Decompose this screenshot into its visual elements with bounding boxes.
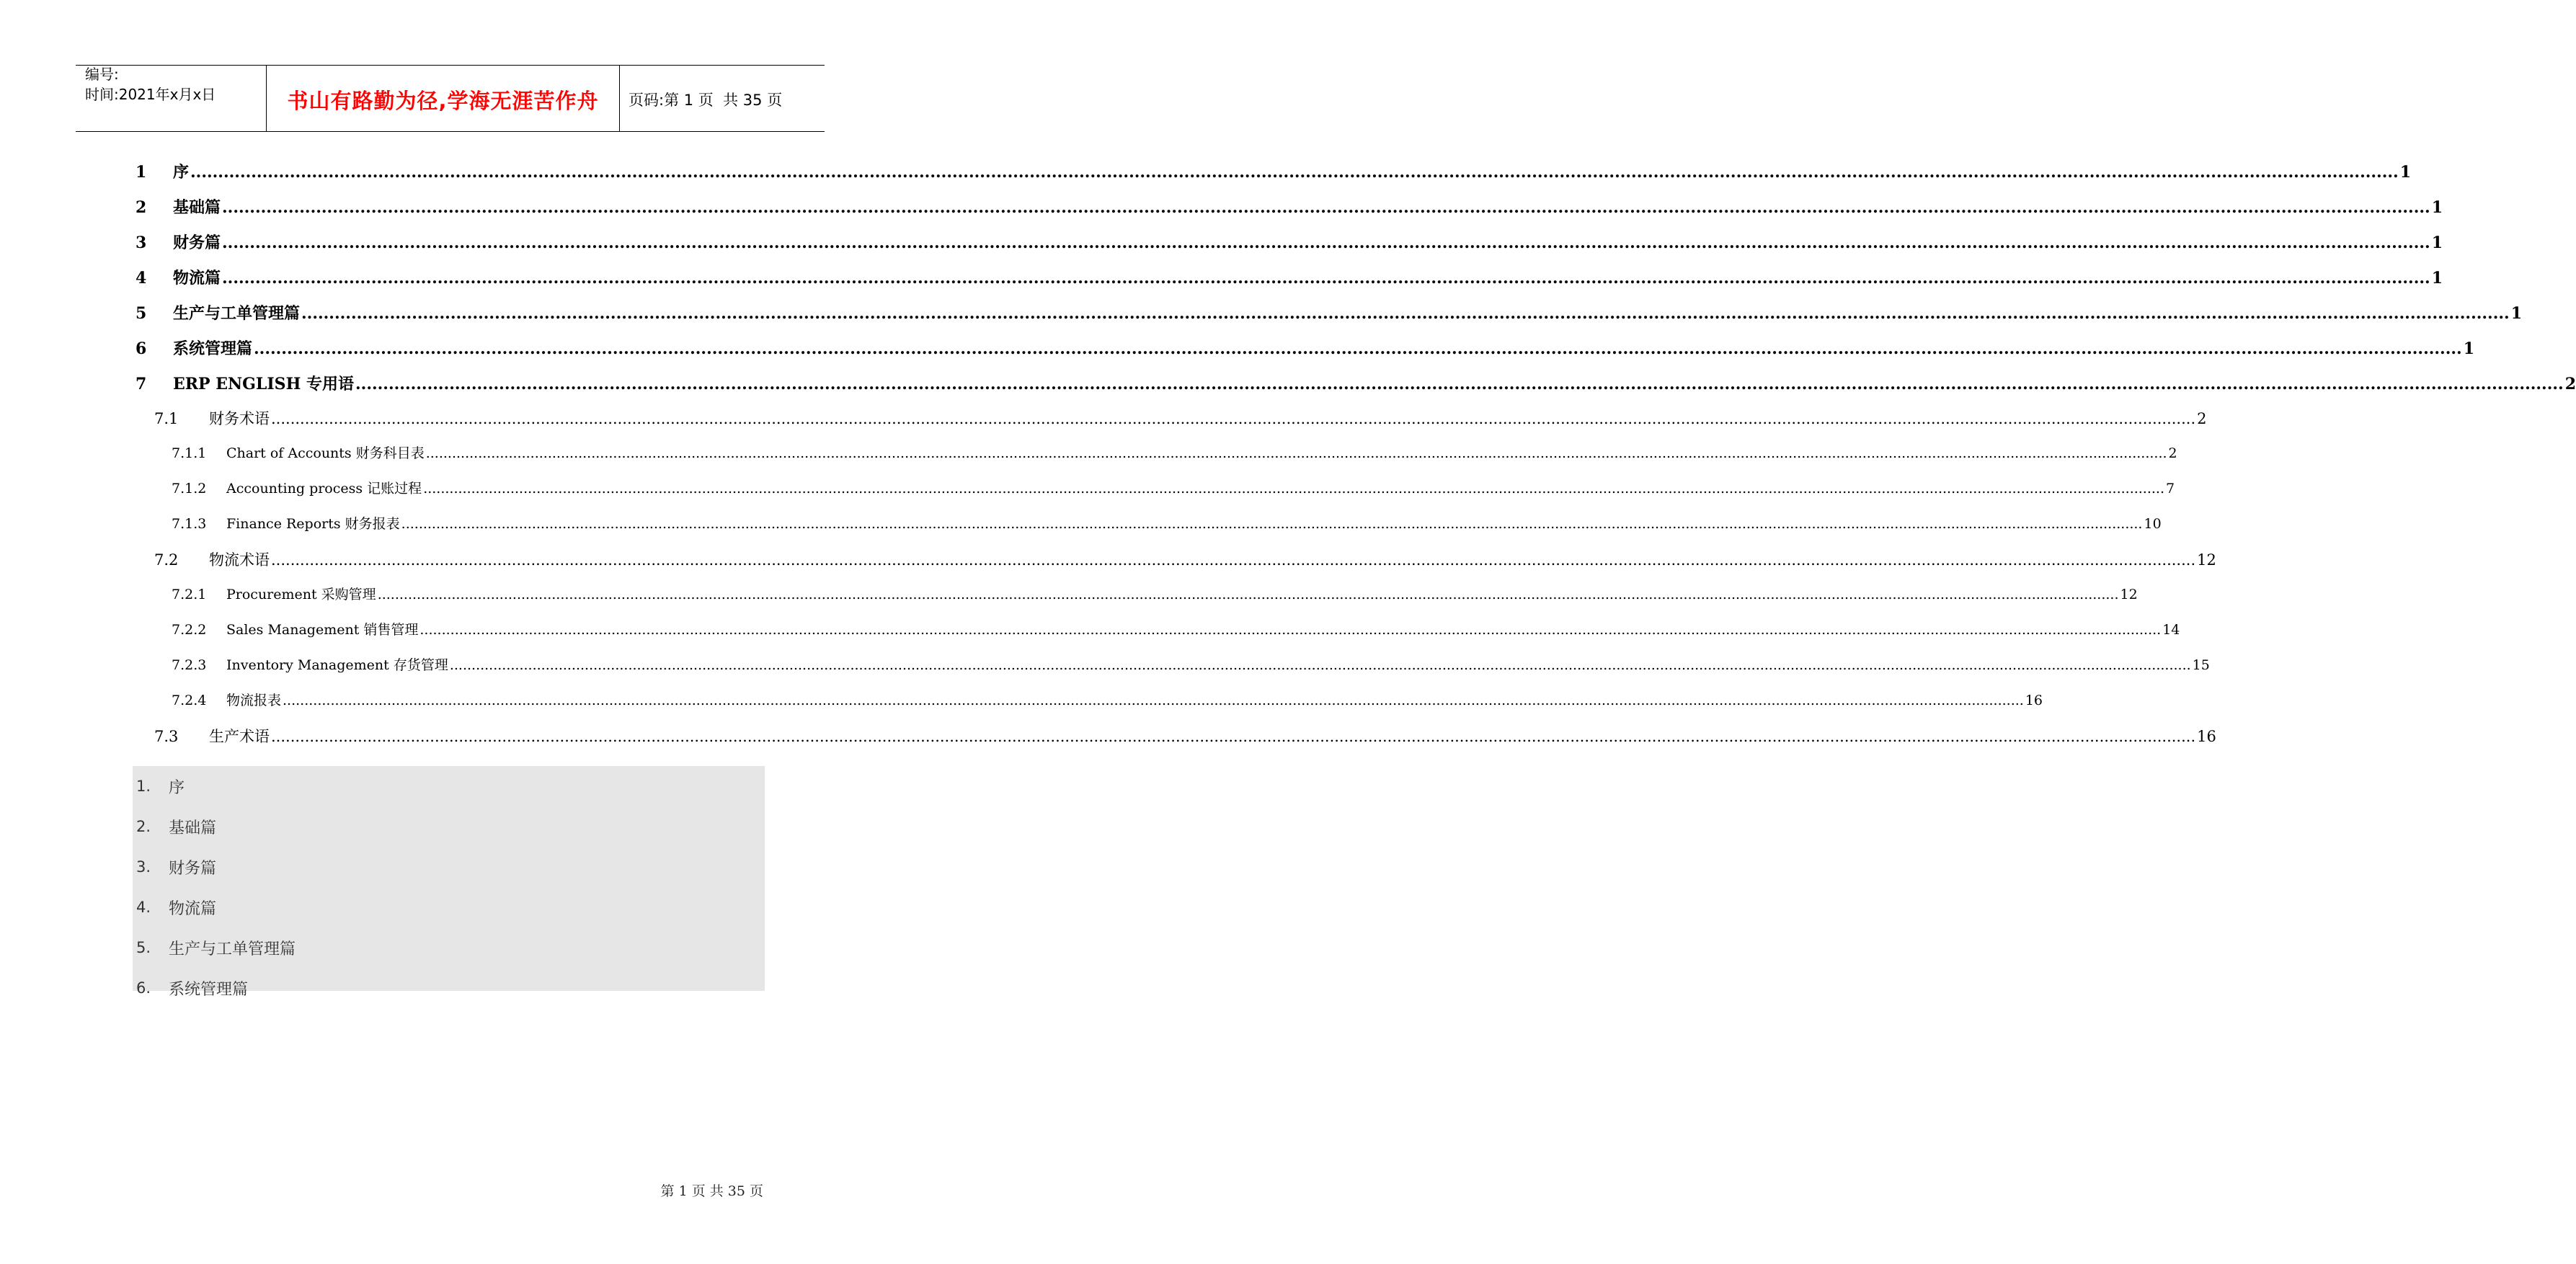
- toc-entry-title: Accounting process 记账过程: [226, 481, 422, 497]
- table-of-contents: [136, 160, 2576, 760]
- outline-item-number: 4.: [136, 899, 151, 916]
- toc-entry-title: 财务篇: [173, 233, 221, 252]
- toc-entry-number: 7.2.4: [172, 693, 207, 708]
- toc-entry-page: 16: [2025, 693, 2043, 708]
- outline-item-text: 财务篇: [169, 859, 217, 878]
- toc-entry[interactable]: [136, 160, 2411, 195]
- toc-entry-title: Finance Reports 财务报表: [226, 516, 400, 532]
- header-page-info: [620, 66, 825, 131]
- toc-entry-page: 12: [2197, 551, 2216, 569]
- toc-entry-page: 2: [2197, 410, 2207, 427]
- toc-entry-number: 7.2.1: [172, 587, 207, 602]
- toc-entry[interactable]: [136, 195, 2443, 231]
- toc-leader-dots: ................................................................................................................................................................................................................................................................................................................................................................................................................: [419, 622, 2162, 638]
- toc-entry-page: 1: [2510, 304, 2522, 323]
- toc-entry[interactable]: [136, 690, 2043, 725]
- outline-item-number: 2.: [136, 818, 151, 835]
- toc-entry-title: 生产与工单管理篇: [173, 304, 301, 323]
- toc-entry-page: 10: [2144, 516, 2162, 532]
- toc-entry-number: 7.2.2: [172, 622, 207, 638]
- toc-entry[interactable]: [136, 407, 2207, 442]
- page-info-text: 页码:第 1 页 共 35 页: [629, 91, 783, 109]
- toc-entry-number: 7: [136, 375, 147, 393]
- toc-entry-title: 财务术语: [209, 410, 270, 427]
- toc-entry-title: 物流术语: [209, 551, 270, 569]
- page-header: [76, 65, 825, 132]
- outline-item: [133, 766, 765, 806]
- outline-item-text: 基础篇: [169, 819, 217, 837]
- serial-label: 编号:: [85, 66, 119, 83]
- outline-item-text: 序: [169, 778, 185, 797]
- toc-entry-number: 7.2: [154, 551, 179, 569]
- toc-entry[interactable]: [136, 548, 2216, 584]
- toc-leader-dots: ................................................................................................................................................................................................................................................................................................................................................................................................................: [423, 481, 2165, 497]
- outline-item: [133, 887, 765, 927]
- toc-entry-title: Procurement 采购管理: [226, 587, 376, 602]
- outline-item-number: 5.: [136, 939, 151, 956]
- toc-entry-title: Chart of Accounts 财务科目表: [226, 445, 425, 461]
- toc-entry-page: 2: [2564, 375, 2576, 393]
- toc-entry-number: 3: [136, 233, 147, 252]
- toc-entry[interactable]: [136, 372, 2576, 407]
- toc-leader-dots: ................................................................................................................................................................................................................................................................................................................................................................................................................: [222, 269, 2430, 288]
- toc-entry-number: 7.1.1: [172, 445, 207, 461]
- toc-entry-title: 生产术语: [209, 728, 270, 745]
- outline-item-number: 1.: [136, 778, 151, 795]
- toc-leader-dots: ................................................................................................................................................................................................................................................................................................................................................................................................................: [283, 693, 2024, 708]
- toc-entry-page: 12: [2120, 587, 2138, 602]
- toc-leader-dots: ................................................................................................................................................................................................................................................................................................................................................................................................................: [425, 445, 2167, 461]
- toc-entry-page: 7: [2166, 481, 2175, 497]
- toc-entry-number: 7.3: [154, 728, 179, 745]
- outline-item: [133, 927, 765, 968]
- toc-entry-number: 1: [136, 163, 147, 182]
- header-motto: 书山有路勤为径,学海无涯苦作舟: [267, 66, 620, 131]
- toc-entry-title: Sales Management 销售管理: [226, 622, 419, 638]
- outline-item: [133, 806, 765, 847]
- toc-leader-dots: ................................................................................................................................................................................................................................................................................................................................................................................................................: [401, 516, 2143, 532]
- toc-entry-title: 物流篇: [173, 269, 221, 288]
- outline-item-text: 系统管理篇: [169, 980, 249, 999]
- toc-leader-dots: ................................................................................................................................................................................................................................................................................................................................................................................................................: [271, 728, 2196, 745]
- time-label: 时间:2021年x月x日: [85, 86, 216, 103]
- toc-entry[interactable]: [136, 301, 2522, 337]
- toc-leader-dots: ................................................................................................................................................................................................................................................................................................................................................................................................................: [222, 233, 2430, 252]
- header-meta: [76, 66, 267, 131]
- toc-entry-page: 14: [2162, 622, 2180, 638]
- toc-entry[interactable]: [136, 442, 2177, 478]
- toc-entry-page: 1: [2399, 163, 2411, 182]
- toc-entry-title: Inventory Management 存货管理: [226, 657, 448, 673]
- toc-entry-title: 系统管理篇: [173, 339, 253, 358]
- chapter-outline: [133, 766, 765, 999]
- toc-leader-dots: ................................................................................................................................................................................................................................................................................................................................................................................................................: [449, 657, 2191, 673]
- toc-entry-page: 1: [2431, 198, 2443, 217]
- outline-item: [133, 847, 765, 887]
- toc-entry[interactable]: [136, 231, 2443, 266]
- toc-entry[interactable]: [136, 478, 2175, 513]
- toc-entry[interactable]: [136, 654, 2210, 690]
- outline-item-text: 生产与工单管理篇: [169, 940, 296, 958]
- toc-entry[interactable]: [136, 266, 2443, 301]
- toc-entry-title: 物流报表: [226, 693, 282, 708]
- toc-entry-page: 1: [2431, 269, 2443, 288]
- toc-leader-dots: ................................................................................................................................................................................................................................................................................................................................................................................................................: [271, 410, 2196, 427]
- toc-entry-page: 1: [2463, 339, 2474, 358]
- toc-entry-title: 基础篇: [173, 198, 221, 217]
- outline-item-number: 3.: [136, 858, 151, 876]
- toc-entry-page: 1: [2431, 233, 2443, 252]
- outline-item-number: 6.: [136, 979, 151, 997]
- toc-leader-dots: ................................................................................................................................................................................................................................................................................................................................................................................................................: [222, 198, 2430, 217]
- toc-entry-page: 15: [2192, 657, 2210, 673]
- toc-entry-number: 7.1.2: [172, 481, 207, 497]
- toc-entry-number: 7.2.3: [172, 657, 207, 673]
- toc-entry-page: 16: [2197, 728, 2216, 745]
- outline-item-text: 物流篇: [169, 899, 217, 918]
- toc-entry-title: 序: [173, 163, 190, 182]
- toc-entry-page: 2: [2168, 445, 2177, 461]
- toc-leader-dots: ................................................................................................................................................................................................................................................................................................................................................................................................................: [271, 551, 2196, 569]
- toc-entry[interactable]: [136, 619, 2180, 654]
- toc-entry-number: 2: [136, 198, 147, 217]
- toc-entry-number: 5: [136, 304, 147, 323]
- toc-entry-number: 7.1.3: [172, 516, 207, 532]
- page-footer: 第 1 页 共 35 页: [660, 1183, 763, 1199]
- toc-leader-dots: ................................................................................................................................................................................................................................................................................................................................................................................................................: [355, 375, 2564, 393]
- toc-leader-dots: ................................................................................................................................................................................................................................................................................................................................................................................................................: [301, 304, 2510, 323]
- toc-entry-number: 7.1: [154, 410, 179, 427]
- toc-leader-dots: ................................................................................................................................................................................................................................................................................................................................................................................................................: [190, 163, 2399, 182]
- toc-entry-number: 4: [136, 269, 147, 288]
- toc-entry-title: ERP ENGLISH 专用语: [173, 375, 355, 393]
- toc-leader-dots: ................................................................................................................................................................................................................................................................................................................................................................................................................: [254, 339, 2462, 358]
- toc-entry[interactable]: [136, 725, 2216, 760]
- outline-item: [133, 968, 765, 1008]
- toc-entry[interactable]: [136, 584, 2138, 619]
- toc-leader-dots: ................................................................................................................................................................................................................................................................................................................................................................................................................: [377, 587, 2119, 602]
- toc-entry[interactable]: [136, 513, 2162, 548]
- toc-entry-number: 6: [136, 339, 147, 358]
- toc-entry[interactable]: [136, 337, 2474, 372]
